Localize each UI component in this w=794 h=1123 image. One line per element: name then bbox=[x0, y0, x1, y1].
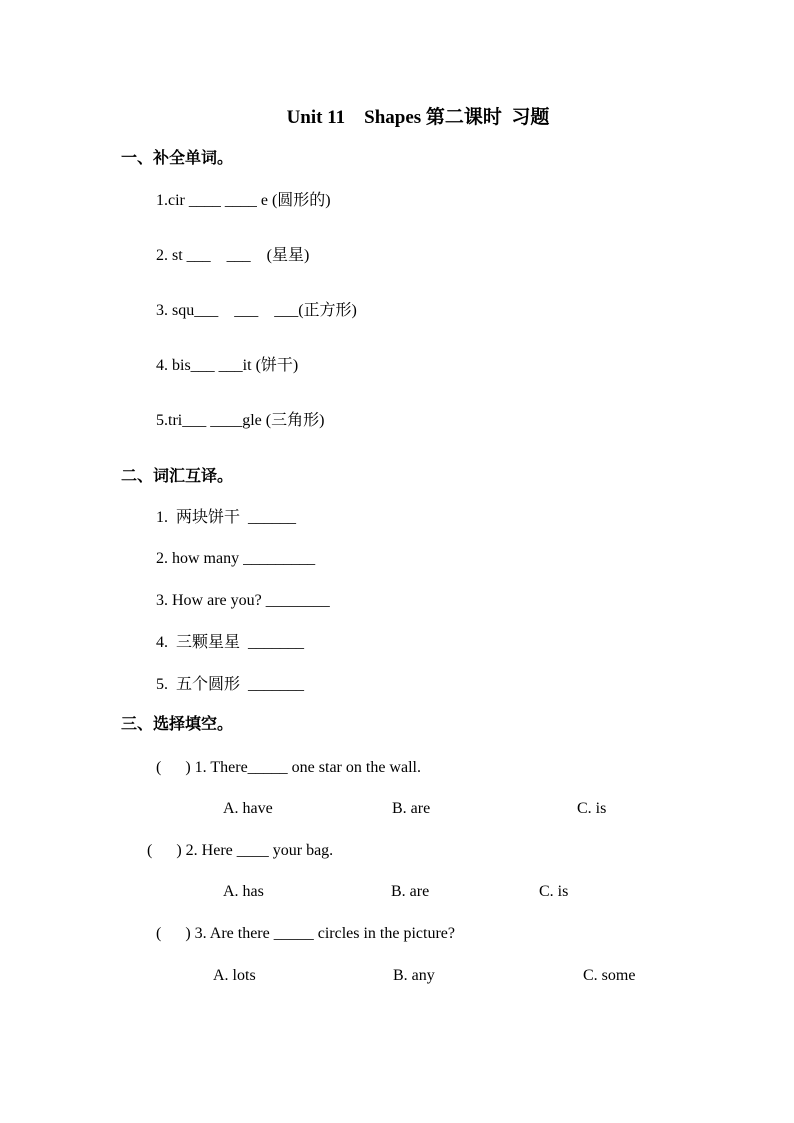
question-2-stem: ( ) 2. Here ____ your bag. bbox=[147, 842, 334, 859]
section-3-heading: 三、选择填空。 bbox=[121, 714, 234, 733]
section-1-item-4: 4. bis___ ___it (饼干) bbox=[156, 357, 299, 374]
question-3-stem: ( ) 3. Are there _____ circles in the picture? bbox=[156, 925, 455, 942]
question-2-option-c: C. is bbox=[539, 883, 569, 900]
question-3-option-a: A. lots bbox=[213, 967, 256, 984]
section-2-heading: 二、词汇互译。 bbox=[121, 466, 234, 485]
question-1-option-b: B. are bbox=[392, 800, 431, 817]
page-title: Unit 11 Shapes 第二课时 习题 bbox=[286, 107, 550, 128]
question-1-stem: ( ) 1. There_____ one star on the wall. bbox=[156, 759, 421, 776]
section-2-item-4: 4. 三颗星星 _______ bbox=[156, 634, 305, 651]
question-2-option-b: B. are bbox=[391, 883, 430, 900]
section-1-item-5: 5.tri___ ____gle (三角形) bbox=[156, 412, 325, 429]
section-1-heading: 一、补全单词。 bbox=[121, 148, 234, 167]
question-1-option-c: C. is bbox=[577, 800, 607, 817]
question-1-option-a: A. have bbox=[223, 800, 273, 817]
question-3-option-c: C. some bbox=[583, 967, 636, 984]
section-2-item-2: 2. how many _________ bbox=[156, 550, 316, 567]
section-2-item-5: 5. 五个圆形 _______ bbox=[156, 676, 305, 693]
section-1-item-1: 1.cir ____ ____ e (圆形的) bbox=[156, 192, 331, 209]
section-1-item-2: 2. st ___ ___ (星星) bbox=[156, 247, 310, 264]
question-2-option-a: A. has bbox=[223, 883, 264, 900]
section-2-item-3: 3. How are you? ________ bbox=[156, 592, 330, 609]
section-2-item-1: 1. 两块饼干 ______ bbox=[156, 509, 297, 526]
section-1-item-3: 3. squ___ ___ ___(正方形) bbox=[156, 302, 357, 319]
question-3-option-b: B. any bbox=[393, 967, 435, 984]
